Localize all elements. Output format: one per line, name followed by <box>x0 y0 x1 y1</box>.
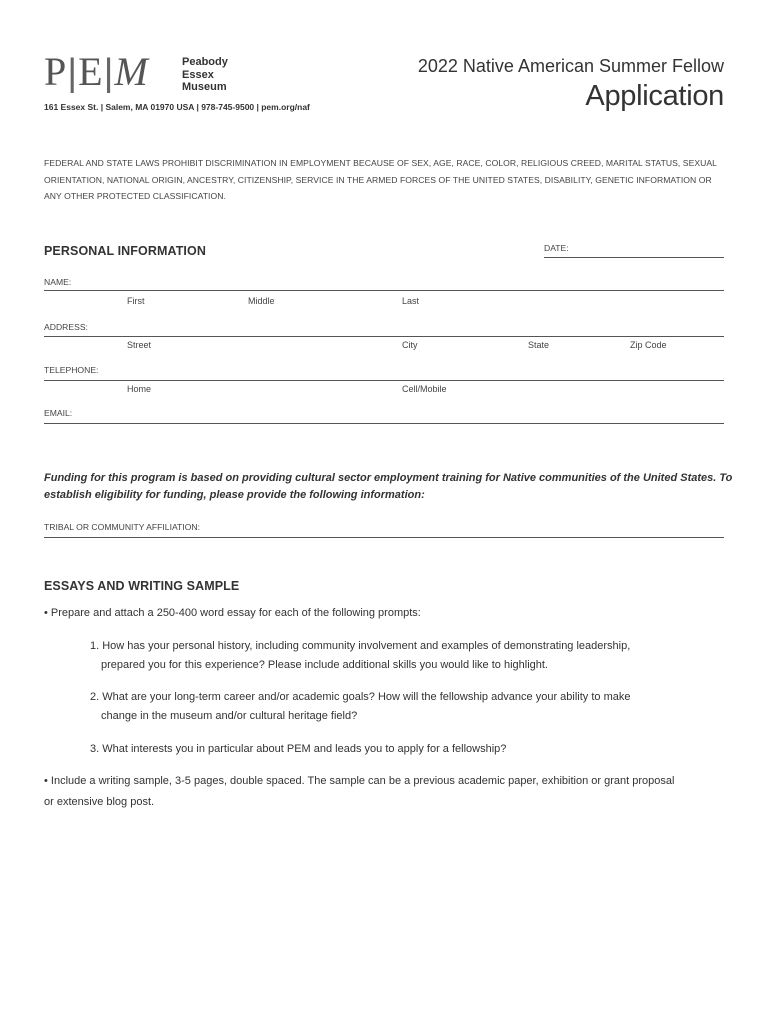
writing-sample-instructions-line1: • Include a writing sample, 3-5 pages, double spaced. The sample can be a previous academic paper, exhibition or grant proposal <box>44 775 675 787</box>
date-field[interactable] <box>544 257 724 258</box>
address-label: ADDRESS: <box>44 322 88 332</box>
telephone-label: TELEPHONE: <box>44 365 99 375</box>
essay-prompt-1-line1: 1. How has your personal history, including community involvement and examples of demonstrating leadership, <box>90 640 631 652</box>
logo-name-line: Essex <box>182 68 214 81</box>
anti-discrimination-notice: FEDERAL AND STATE LAWS PROHIBIT DISCRIMINATION IN EMPLOYMENT BECAUSE OF SEX, AGE, RACE, COLOR, RELIGIOUS CREED, MARITAL STATUS, SEXUAL ORIENTATION, NATIONAL ORIGIN, ANCESTRY, CITIZENSHIP, SERVICE IN THE ARMED FORCES OF THE UNITED STATES, DISABILITY, GENETIC INFORMATION OR ANY OTHER PROTECTED CLASSIFICATION. <box>44 158 717 201</box>
logo-letter-m: M <box>114 49 148 94</box>
cell-phone-caption: Cell/Mobile <box>402 384 447 394</box>
address-field[interactable] <box>44 336 724 337</box>
personal-info-heading: PERSONAL INFORMATION <box>44 244 206 258</box>
logo-name-line: Peabody <box>182 56 228 68</box>
essay-prompt-3: 3. What interests you in particular about PEM and leads you to apply for a fellowship? <box>90 743 507 755</box>
logo-museum-name <box>182 56 228 94</box>
essay-prompt-2-line1: 2. What are your long-term career and/or academic goals? How will the fellowship advance your ability to make <box>90 691 631 703</box>
museum-address: 161 Essex St. | Salem, MA 01970 USA | 978-745-9500 | pem.org/naf <box>44 102 310 112</box>
telephone-field[interactable] <box>44 380 724 381</box>
date-label: DATE: <box>544 243 569 253</box>
tribal-affiliation-label: TRIBAL OR COMMUNITY AFFILIATION: <box>44 522 200 532</box>
logo-divider: | <box>67 52 78 94</box>
email-field[interactable] <box>44 423 724 424</box>
pem-logo <box>44 49 148 94</box>
logo-name-line: Museum <box>182 81 227 93</box>
funding-eligibility-note: Funding for this program is based on providing cultural sector employment training for Native communities of the United States. To establish eligibility for funding, please provide the following information: <box>44 472 733 501</box>
city-caption: City <box>402 340 418 350</box>
essay-instructions: • Prepare and attach a 250-400 word essay for each of the following prompts: <box>44 607 421 619</box>
name-field[interactable] <box>44 290 724 291</box>
logo-divider: | <box>103 52 114 94</box>
state-caption: State <box>528 340 550 350</box>
essay-prompt-1-line2: prepared you for this experience? Please include additional skills you would like to highlight. <box>101 659 548 671</box>
tribal-affiliation-field[interactable] <box>44 537 724 538</box>
street-caption: Street <box>127 340 152 350</box>
logo-letter-p: P <box>44 49 67 94</box>
home-phone-caption: Home <box>127 384 152 394</box>
first-name-caption: First <box>127 296 145 306</box>
essays-heading: ESSAYS AND WRITING SAMPLE <box>44 579 240 593</box>
middle-name-caption: Middle <box>248 296 275 306</box>
writing-sample-instructions-line2: or extensive blog post. <box>44 796 155 808</box>
name-label: NAME: <box>44 277 72 287</box>
zip-code-caption: Zip Code <box>630 340 667 350</box>
essay-prompt-2-line2: change in the museum and/or cultural heritage field? <box>101 710 358 722</box>
logo-letter-e: E <box>78 49 103 94</box>
form-subtitle: 2022 Native American Summer Fellow <box>417 56 724 76</box>
email-label: EMAIL: <box>44 408 73 418</box>
last-name-caption: Last <box>402 296 420 306</box>
form-title: Application <box>585 80 724 112</box>
